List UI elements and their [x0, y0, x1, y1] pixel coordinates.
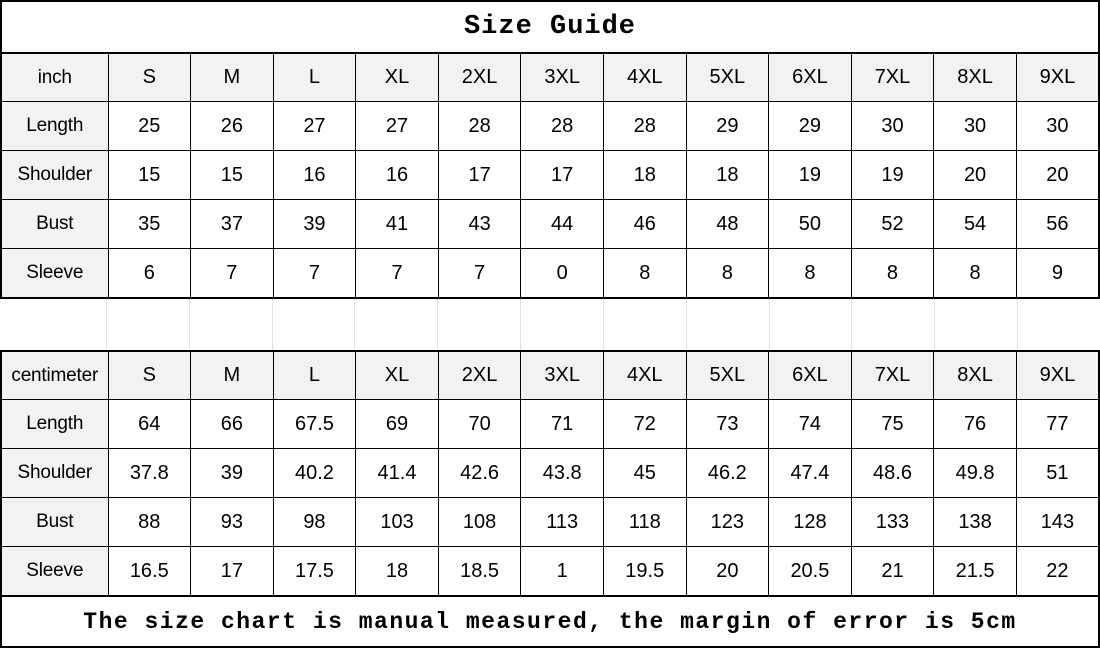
size-header-row [1, 351, 1099, 400]
size-col-header: 6XL [769, 351, 852, 400]
size-value-cell: 48.6 [851, 449, 934, 498]
size-value-cell: 70 [438, 400, 521, 449]
inch-size-table [0, 52, 1100, 299]
centimeter-size-table [0, 350, 1100, 597]
size-value-cell: 50 [769, 200, 852, 249]
empty-cell [935, 299, 1018, 350]
row-label: Bust [1, 498, 108, 547]
size-value-cell: 20 [686, 547, 769, 597]
size-col-header: 4XL [603, 53, 686, 102]
size-value-cell: 39 [273, 200, 356, 249]
measurement-row [1, 498, 1099, 547]
size-value-cell: 20 [1016, 151, 1099, 200]
measurement-row [1, 400, 1099, 449]
size-value-cell: 7 [191, 249, 274, 299]
size-value-cell: 18 [603, 151, 686, 200]
size-col-header: M [191, 351, 274, 400]
size-value-cell: 75 [851, 400, 934, 449]
size-value-cell: 21 [851, 547, 934, 597]
row-label: Sleeve [1, 547, 108, 597]
size-value-cell: 30 [1016, 102, 1099, 151]
empty-cell [438, 299, 521, 350]
size-value-cell: 133 [851, 498, 934, 547]
size-value-cell: 15 [191, 151, 274, 200]
size-col-header: 8XL [934, 53, 1017, 102]
size-value-cell: 118 [603, 498, 686, 547]
size-value-cell: 20.5 [769, 547, 852, 597]
measurement-row [1, 200, 1099, 249]
size-value-cell: 54 [934, 200, 1017, 249]
size-value-cell: 123 [686, 498, 769, 547]
size-value-cell: 27 [356, 102, 439, 151]
empty-cell [355, 299, 438, 350]
size-col-header: 3XL [521, 53, 604, 102]
size-value-cell: 26 [191, 102, 274, 151]
size-value-cell: 113 [521, 498, 604, 547]
size-value-cell: 88 [108, 498, 191, 547]
size-value-cell: 25 [108, 102, 191, 151]
size-value-cell: 6 [108, 249, 191, 299]
row-label: Shoulder [1, 151, 108, 200]
measurement-row [1, 547, 1099, 597]
size-value-cell: 35 [108, 200, 191, 249]
size-value-cell: 41 [356, 200, 439, 249]
size-value-cell: 28 [603, 102, 686, 151]
size-value-cell: 128 [769, 498, 852, 547]
size-value-cell: 17 [521, 151, 604, 200]
size-col-header: 6XL [769, 53, 852, 102]
size-value-cell: 138 [934, 498, 1017, 547]
size-col-header: 8XL [934, 351, 1017, 400]
size-value-cell: 8 [934, 249, 1017, 299]
size-value-cell: 7 [356, 249, 439, 299]
measurement-row [1, 102, 1099, 151]
empty-cell [190, 299, 273, 350]
size-value-cell: 76 [934, 400, 1017, 449]
measurement-row [1, 151, 1099, 200]
size-value-cell: 18 [686, 151, 769, 200]
size-col-header: 2XL [438, 53, 521, 102]
size-value-cell: 93 [191, 498, 274, 547]
unit-label-cell: inch [1, 53, 108, 102]
size-value-cell: 7 [438, 249, 521, 299]
size-value-cell: 56 [1016, 200, 1099, 249]
size-value-cell: 46.2 [686, 449, 769, 498]
size-col-header: 5XL [686, 53, 769, 102]
size-value-cell: 8 [851, 249, 934, 299]
size-col-header: L [273, 53, 356, 102]
size-value-cell: 19 [769, 151, 852, 200]
empty-cell [273, 299, 356, 350]
size-value-cell: 27 [273, 102, 356, 151]
size-value-cell: 51 [1016, 449, 1099, 498]
size-value-cell: 45 [603, 449, 686, 498]
page-title: Size Guide [0, 0, 1100, 52]
size-col-header: 5XL [686, 351, 769, 400]
size-value-cell: 8 [603, 249, 686, 299]
size-value-cell: 69 [356, 400, 439, 449]
size-value-cell: 21.5 [934, 547, 1017, 597]
empty-cell [852, 299, 935, 350]
size-value-cell: 8 [769, 249, 852, 299]
size-value-cell: 72 [603, 400, 686, 449]
size-value-cell: 66 [191, 400, 274, 449]
size-value-cell: 43.8 [521, 449, 604, 498]
size-value-cell: 18.5 [438, 547, 521, 597]
empty-cell [770, 299, 853, 350]
unit-label-cell: centimeter [1, 351, 108, 400]
size-value-cell: 16 [273, 151, 356, 200]
size-value-cell: 9 [1016, 249, 1099, 299]
size-value-cell: 48 [686, 200, 769, 249]
size-value-cell: 28 [521, 102, 604, 151]
size-value-cell: 16 [356, 151, 439, 200]
measurement-row [1, 449, 1099, 498]
size-col-header: XL [356, 53, 439, 102]
size-value-cell: 29 [769, 102, 852, 151]
row-label: Length [1, 102, 108, 151]
size-value-cell: 37.8 [108, 449, 191, 498]
empty-cell [0, 299, 107, 350]
size-value-cell: 30 [851, 102, 934, 151]
size-value-cell: 17 [438, 151, 521, 200]
size-value-cell: 19.5 [603, 547, 686, 597]
measurement-row [1, 249, 1099, 299]
size-value-cell: 37 [191, 200, 274, 249]
size-col-header: 4XL [603, 351, 686, 400]
size-value-cell: 64 [108, 400, 191, 449]
size-value-cell: 42.6 [438, 449, 521, 498]
size-value-cell: 30 [934, 102, 1017, 151]
size-value-cell: 19 [851, 151, 934, 200]
size-value-cell: 43 [438, 200, 521, 249]
size-value-cell: 17 [191, 547, 274, 597]
size-value-cell: 20 [934, 151, 1017, 200]
size-value-cell: 73 [686, 400, 769, 449]
empty-spacer-row [0, 299, 1100, 350]
size-col-header: XL [356, 351, 439, 400]
size-value-cell: 39 [191, 449, 274, 498]
empty-cell [521, 299, 604, 350]
size-value-cell: 108 [438, 498, 521, 547]
size-value-cell: 16.5 [108, 547, 191, 597]
size-value-cell: 74 [769, 400, 852, 449]
size-value-cell: 67.5 [273, 400, 356, 449]
size-value-cell: 1 [521, 547, 604, 597]
size-value-cell: 0 [521, 249, 604, 299]
size-value-cell: 44 [521, 200, 604, 249]
empty-cell [604, 299, 687, 350]
size-col-header: 9XL [1016, 351, 1099, 400]
size-value-cell: 8 [686, 249, 769, 299]
size-col-header: L [273, 351, 356, 400]
size-value-cell: 143 [1016, 498, 1099, 547]
size-header-row [1, 53, 1099, 102]
size-col-header: S [108, 351, 191, 400]
size-value-cell: 52 [851, 200, 934, 249]
empty-cell [107, 299, 190, 350]
size-value-cell: 28 [438, 102, 521, 151]
size-value-cell: 49.8 [934, 449, 1017, 498]
size-value-cell: 41.4 [356, 449, 439, 498]
empty-cell [687, 299, 770, 350]
size-value-cell: 98 [273, 498, 356, 547]
size-value-cell: 22 [1016, 547, 1099, 597]
size-value-cell: 46 [603, 200, 686, 249]
row-label: Length [1, 400, 108, 449]
size-value-cell: 71 [521, 400, 604, 449]
size-value-cell: 47.4 [769, 449, 852, 498]
size-value-cell: 18 [356, 547, 439, 597]
empty-cell [1018, 299, 1100, 350]
size-col-header: 2XL [438, 351, 521, 400]
size-value-cell: 29 [686, 102, 769, 151]
size-col-header: 7XL [851, 351, 934, 400]
size-col-header: 7XL [851, 53, 934, 102]
size-col-header: M [191, 53, 274, 102]
size-value-cell: 7 [273, 249, 356, 299]
size-col-header: 9XL [1016, 53, 1099, 102]
footer-note: The size chart is manual measured, the margin of error is 5cm [0, 597, 1100, 648]
row-label: Sleeve [1, 249, 108, 299]
size-value-cell: 103 [356, 498, 439, 547]
row-label: Shoulder [1, 449, 108, 498]
size-value-cell: 40.2 [273, 449, 356, 498]
size-value-cell: 15 [108, 151, 191, 200]
size-col-header: S [108, 53, 191, 102]
size-value-cell: 17.5 [273, 547, 356, 597]
size-value-cell: 77 [1016, 400, 1099, 449]
size-col-header: 3XL [521, 351, 604, 400]
row-label: Bust [1, 200, 108, 249]
